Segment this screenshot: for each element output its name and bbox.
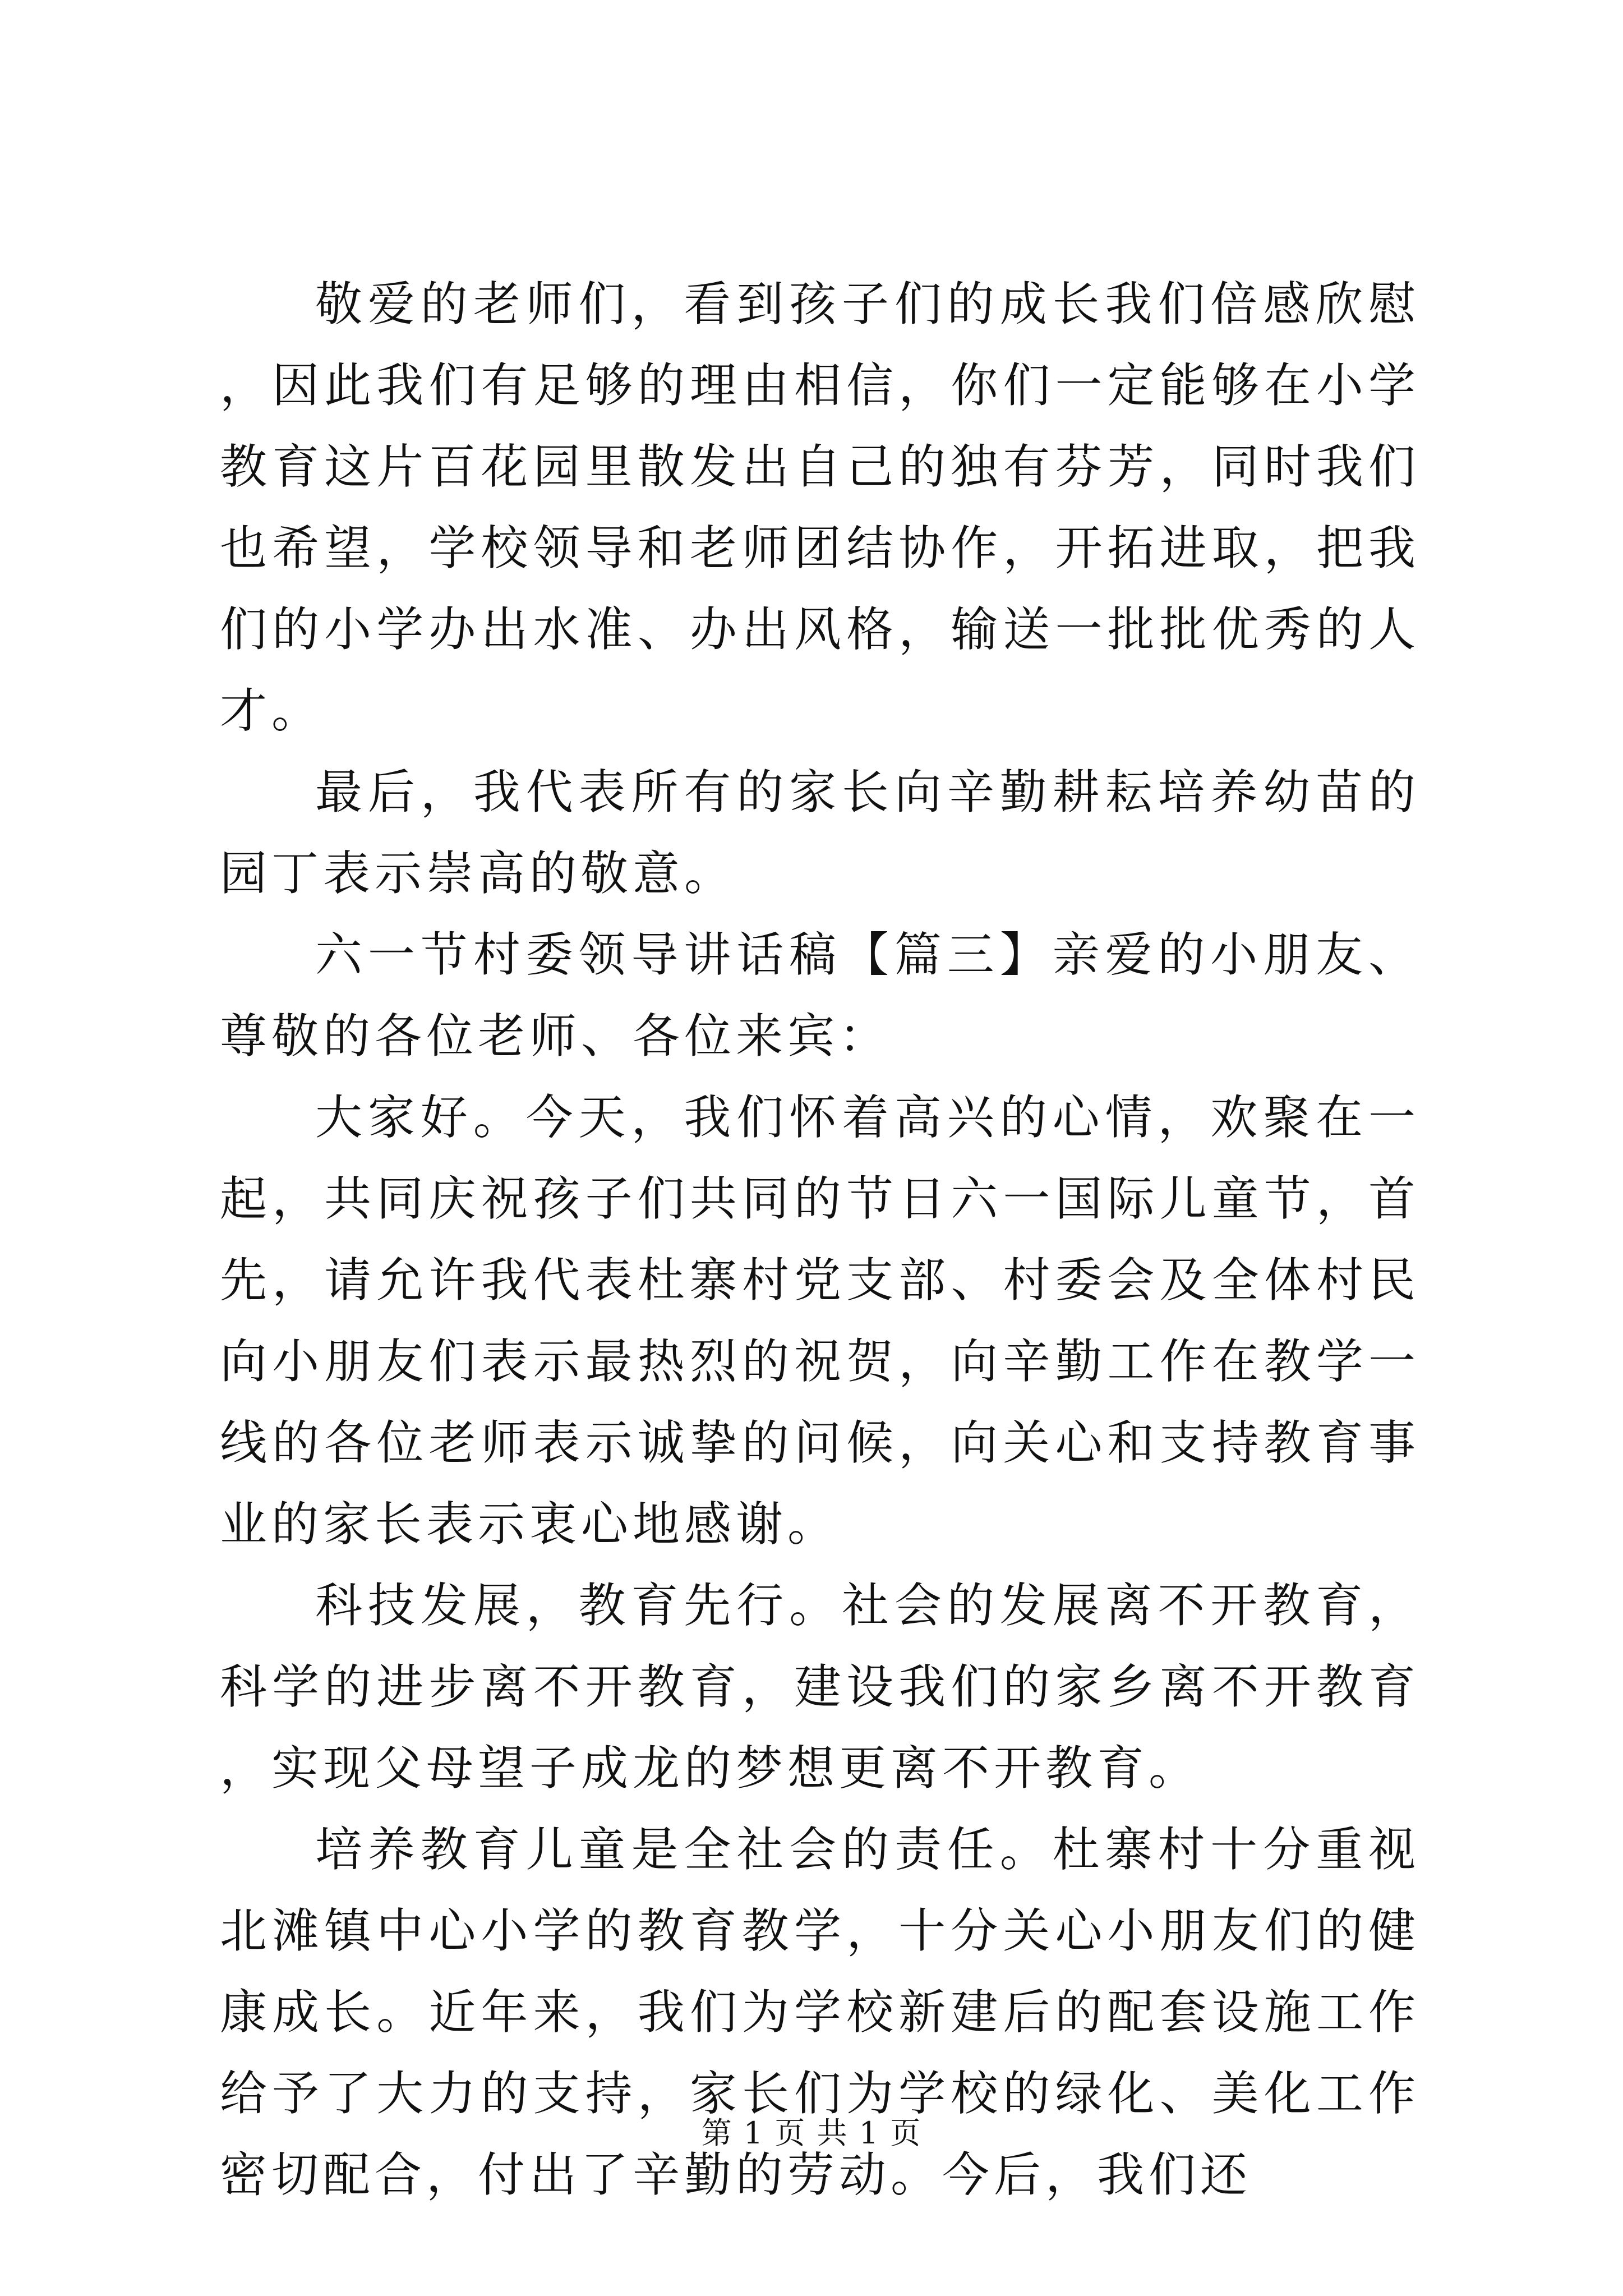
paragraph-3: 六一节村委领导讲话稿【篇三】亲爱的小朋友、尊敬的各位老师、各位来宾： [220,927,1420,1064]
paragraph-6: 培养教育儿童是全社会的责任。杜寨村十分重视北滩镇中心小学的教育教学，十分关心小朋友们的健康成长。近年来，我们为学校新建后的配套设施工作给予了大力的支持，家长们为学校的绿化、美化工作密切配合，付出了辛勤的劳动。今后，我们还 [220,1822,1420,2202]
paragraph-5: 科技发展，教育先行。社会的发展离不开教育，科学的进步离不开教育，建设我们的家乡离不开教育，实现父母望子成龙的梦想更离不开教育。 [220,1578,1420,1796]
paragraph-2: 最后，我代表所有的家长向辛勤耕耘培养幼苗的园丁表示崇高的敬意。 [220,765,1420,901]
paragraph-1: 敬爱的老师们，看到孩子们的成长我们倍感欣慰，因此我们有足够的理由相信，你们一定能够在小学教育这片百花园里散发出自己的独有芬芳，同时我们也希望，学校领导和老师团结协作，开拓进取，把我们的小学办出水准、办出风格，输送一批批优秀的人才。 [220,277,1420,738]
paragraph-4: 大家好。今天，我们怀着高兴的心情，欢聚在一起，共同庆祝孩子们共同的节日六一国际儿童节，首先，请允许我代表杜寨村党支部、村委会及全体村民向小朋友们表示最热烈的祝贺，向辛勤工作在教学一线的各位老师表示诚挚的问候，向关心和支持教育事业的家长表示衷心地感谢。 [220,1090,1420,1552]
document-body [220,264,1420,2216]
page-footer: 第 1 页 共 1 页 [701,2115,922,2151]
